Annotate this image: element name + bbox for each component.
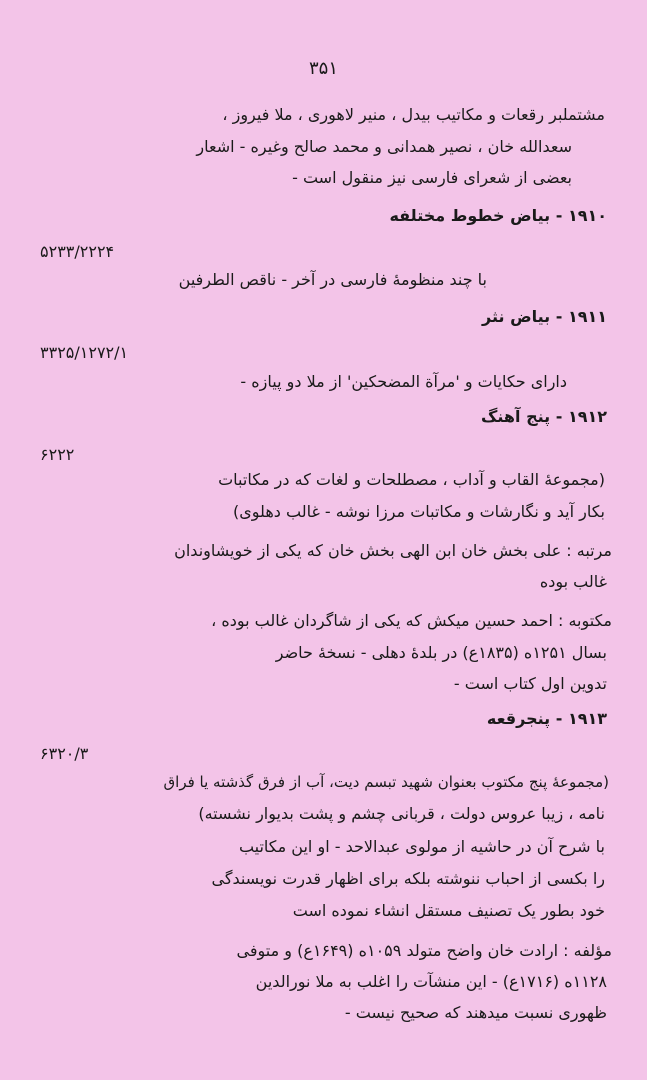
entry-text-line: بسال ۱۲۵۱ه (۱۸۳۵ع) در بلدهٔ دهلی - نسخهٔ حاضر [275, 643, 607, 662]
entry-heading: ۱۹۱۰ - بیاض خطوط مختلفه [389, 206, 607, 225]
entry-text-line: بکار آید و نگارشات و مکاتبات مرزا نوشه - غالب دهلوی) [233, 502, 605, 521]
shelf-mark: ۶۲۲۲ [40, 445, 75, 464]
entry-text-line: را بکسی از احباب ننوشته بلکه برای اظهار قدرت نویسندگی [211, 869, 605, 888]
entry-text-line: ۱۱۲۸ه (۱۷۱۶ع) - این منشآت را اغلب به ملا نورالدین [255, 972, 607, 991]
entry-text-line: مرتبه : علی بخش خان ابن الهی بخش خان که یکی از خویشاوندان [174, 541, 612, 560]
entry-heading: ۱۹۱۲ - پنج آهنگ [481, 407, 607, 426]
entry-text-line: (مجموعهٔ القاب و آداب ، مصطلحات و لغات که در مکاتبات [218, 470, 605, 489]
entry-text-line: تدوین اول کتاب است - [453, 674, 607, 693]
shelf-mark: ۳۳۲۵/۱۲۷۲/۱ [40, 343, 129, 362]
entry-text-line: با شرح آن در حاشیه از مولوی عبدالاحد - او این مکاتیب [238, 837, 605, 856]
entry-text-line: مؤلفه : ارادت خان واضح متولد ۱۰۵۹ه (۱۶۴۹ع) و متوفی [236, 941, 612, 960]
entry-text-line: نامه ، زیبا عروس دولت ، قربانی چشم و پشت بدیوار نشسته) [198, 804, 605, 823]
shelf-mark: ۶۳۲۰/۳ [40, 744, 89, 763]
intro-line-3: بعضی از شعرای فارسی نیز منقول است - [292, 168, 572, 187]
page-number: ۳۵۱ [308, 58, 338, 79]
entry-text-line: مکتوبه : احمد حسین میکش که یکی از شاگردان غالب بوده ، [211, 611, 612, 630]
shelf-mark: ۵۲۳۳/۲۲۲۴ [40, 242, 115, 261]
entry-text-line: ظهوری نسبت میدهند که صحیح نیست - [344, 1003, 607, 1022]
entry-heading: ۱۹۱۳ - پنجرقعه [486, 709, 607, 728]
intro-line-2: سعدالله خان ، نصیر همدانی و محمد صالح وغیره - اشعار [196, 137, 572, 156]
entry-text-line: دارای حکایات و 'مرآة المضحکین' از ملا دو پیازه - [240, 372, 567, 391]
entry-text-line: خود بطور یک تصنیف مستقل انشاء نموده است [292, 901, 605, 920]
entry-text-line: (مجموعهٔ پنج مکتوب بعنوان شهید تبسم دیت، آب از فرق گذشته یا فراق [163, 773, 609, 791]
entry-heading: ۱۹۱۱ - بیاض نثر [482, 307, 607, 326]
entry-text-line: با چند منظومهٔ فارسی در آخر - ناقص الطرفین [178, 270, 487, 289]
intro-line-1: مشتملبر رقعات و مکاتیب بیدل ، منیر لاهوری ، ملا فیروز ، [222, 105, 605, 124]
entry-text-line: غالب بوده [539, 572, 607, 591]
